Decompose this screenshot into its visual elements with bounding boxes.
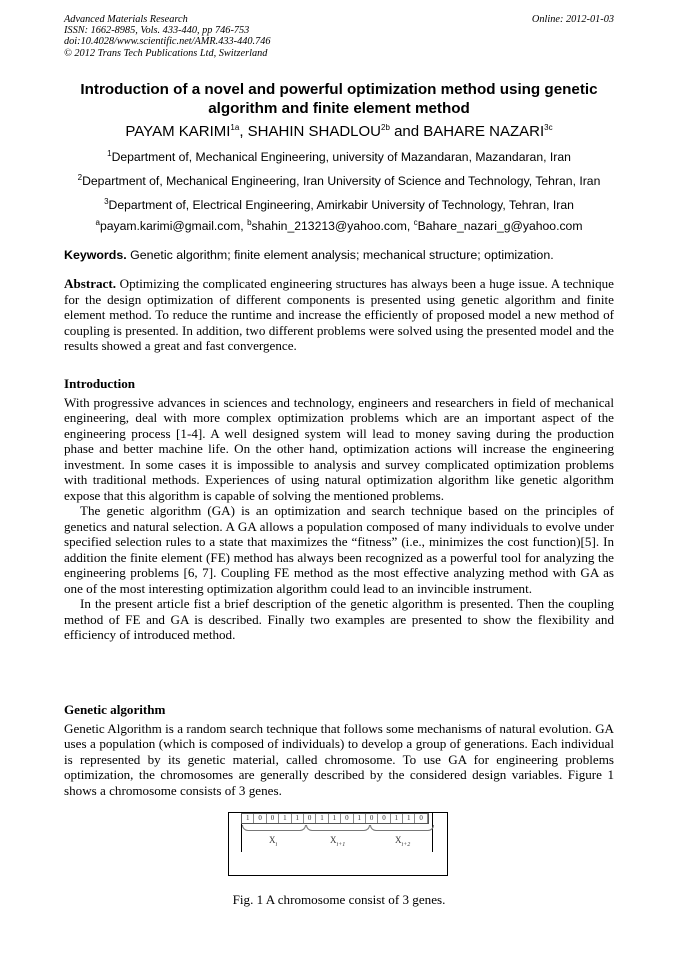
online-date: Online: 2012-01-03 — [531, 14, 614, 25]
affiliation-text: Department of, Mechanical Engineering, university of Mazandaran, Mazandaran, Iran — [111, 150, 571, 164]
bit-cell: 0 — [254, 814, 266, 823]
affiliation — [40, 198, 638, 212]
chromosome-figure — [228, 812, 448, 876]
author-name: and BAHARE NAZARI — [389, 123, 545, 140]
paper-title — [40, 80, 638, 118]
bit-cell: 1 — [403, 814, 415, 823]
paragraph: In the present article fist a brief description of the genetic algorithm is presented. Then the coupling method of FE and GA is described. Finally two examples are presented to show the flexibility and efficiency of introduced method. — [64, 596, 614, 642]
bit-cell: 1 — [279, 814, 291, 823]
author-name: PAYAM KARIMI — [125, 123, 231, 140]
author-name: , SHAHIN SHADLOU — [239, 123, 382, 140]
bit-cell: 1 — [292, 814, 304, 823]
affiliation-text: Department of, Mechanical Engineering, Iran University of Science and Technology, Tehran, Iran — [82, 174, 601, 188]
bit-cell: 0 — [304, 814, 316, 823]
abstract-label: Abstract. — [64, 276, 116, 291]
issn: ISSN: 1662-8985, Vols. 433-440, pp 746-753 — [64, 25, 250, 37]
email-sup: c — [413, 217, 418, 227]
figure-caption: Fig. 1 A chromosome consist of 3 genes. — [232, 892, 446, 907]
email: payam.karimi@gmail.com, — [99, 219, 248, 233]
author-sup: 2b — [381, 123, 390, 132]
paragraph: With progressive advances in sciences and technology, engineers and researchers in field of mechanical engineering, deal with more complex optimization problems which are an important aspect of the engineering process [1-4]. A well designed system will lead to money saving during the production phase and better machine life. On the other hand, optimization actions will increase the engineering investment. In some cases it is impossible to analysis and survey complicated optimization problems with traditional methods. Experiences of using natural optimization algorithm like genetic algorithm expose that this algorithm is capable of solving the mentioned problems. — [64, 394, 614, 503]
gene-brace — [242, 825, 306, 831]
keywords-text: Genetic algorithm; finite element analysis; mechanical structure; optimization. — [126, 248, 554, 262]
bit-cell: 0 — [378, 814, 390, 823]
bit-cell: 0 — [415, 814, 427, 823]
journal-header — [64, 14, 271, 59]
author-sup: 3c — [544, 123, 553, 132]
genetic-algorithm-section — [64, 702, 614, 798]
authors — [40, 123, 638, 140]
abstract-text: Optimizing the complicated engineering structures has always been a huge issue. A technique for the design optimization of different components is presented using genetic algorithm and finite element method. To reduce the runtime and increase the efficiently of proposed model a new method of coupling is presented. In addition, two different problems were solved using the presented model and the results showed a great and fast convergence. — [64, 276, 614, 353]
bit-cell: 1 — [329, 814, 341, 823]
email: shahin_213213@yahoo.com, — [251, 219, 414, 233]
email-sup: a — [95, 217, 100, 227]
emails — [40, 219, 638, 233]
title-line-2: algorithm and finite element method — [208, 100, 470, 117]
copyright: © 2012 Trans Tech Publications Ltd, Switzerland — [64, 47, 268, 59]
abstract — [64, 276, 614, 354]
email: Bahare_nazari_g@yahoo.com — [417, 219, 583, 233]
gene-brace — [370, 825, 434, 831]
doi: doi:10.4028/www.scientific.net/AMR.433-440.746 — [64, 36, 271, 48]
keywords — [64, 248, 614, 264]
affiliation-text: Department of, Electrical Engineering, Amirkabir University of Technology, Tehran, Iran — [108, 198, 574, 212]
gene-label: $X_{i+1}$ — [330, 835, 346, 848]
bit-cell: 1 — [391, 814, 403, 823]
bit-cell: 1 — [242, 814, 254, 823]
affiliation-sup: 2 — [77, 172, 83, 182]
affiliation — [40, 174, 638, 188]
gene-label: $X_i$ — [269, 835, 278, 848]
bit-cell: 1 — [316, 814, 328, 823]
paragraph: The genetic algorithm (GA) is an optimization and search technique based on the principles of genetics and natural selection. A GA allows a population composed of many individuals to evolve under specified selection rules to a state that maximizes the “fitness” (i.e., minimizes the cost function)[5]. In addition the finite element (FE) method has always been recognized as a powerful tool for analyzing the engineering problems [6, 7]. Coupling FE method as the most effective analyzing method with GA as one of the most interesting optimization algorithm could lead to an invincible instrument. — [64, 503, 614, 596]
gene-brace — [306, 825, 370, 831]
gene-label: $X_{i+2}$ — [395, 835, 411, 848]
chromosome-bits — [241, 813, 429, 824]
section-heading: Genetic algorithm — [64, 702, 166, 717]
affiliation-sup: 1 — [107, 148, 112, 158]
bit-cell: 1 — [354, 814, 366, 823]
bit-cell: 0 — [267, 814, 279, 823]
journal-name: Advanced Materials Research — [64, 14, 188, 25]
introduction-section — [64, 376, 614, 643]
email-sup: b — [247, 217, 252, 227]
author-sup: 1a — [230, 123, 240, 132]
section-heading: Introduction — [64, 376, 136, 391]
affiliation — [40, 150, 638, 164]
keywords-label: Keywords. — [64, 248, 127, 262]
bit-cell: 0 — [366, 814, 378, 823]
bit-cell: 0 — [341, 814, 353, 823]
paragraph: Genetic Algorithm is a random search technique that follows some mechanisms of natural evolution. GA uses a population (which is composed of individuals) to develop a group of generations. Each individual is represented by its genetic material, called chromosome. To use GA for engineering problems optimization, the chromosomes are generally described by the considered design variables. Figure 1 shows a chromosome consists of 3 genes. — [64, 720, 614, 798]
title-line-1: Introduction of a novel and powerful optimization method using genetic — [80, 81, 598, 98]
affiliation-sup: 3 — [104, 196, 109, 206]
